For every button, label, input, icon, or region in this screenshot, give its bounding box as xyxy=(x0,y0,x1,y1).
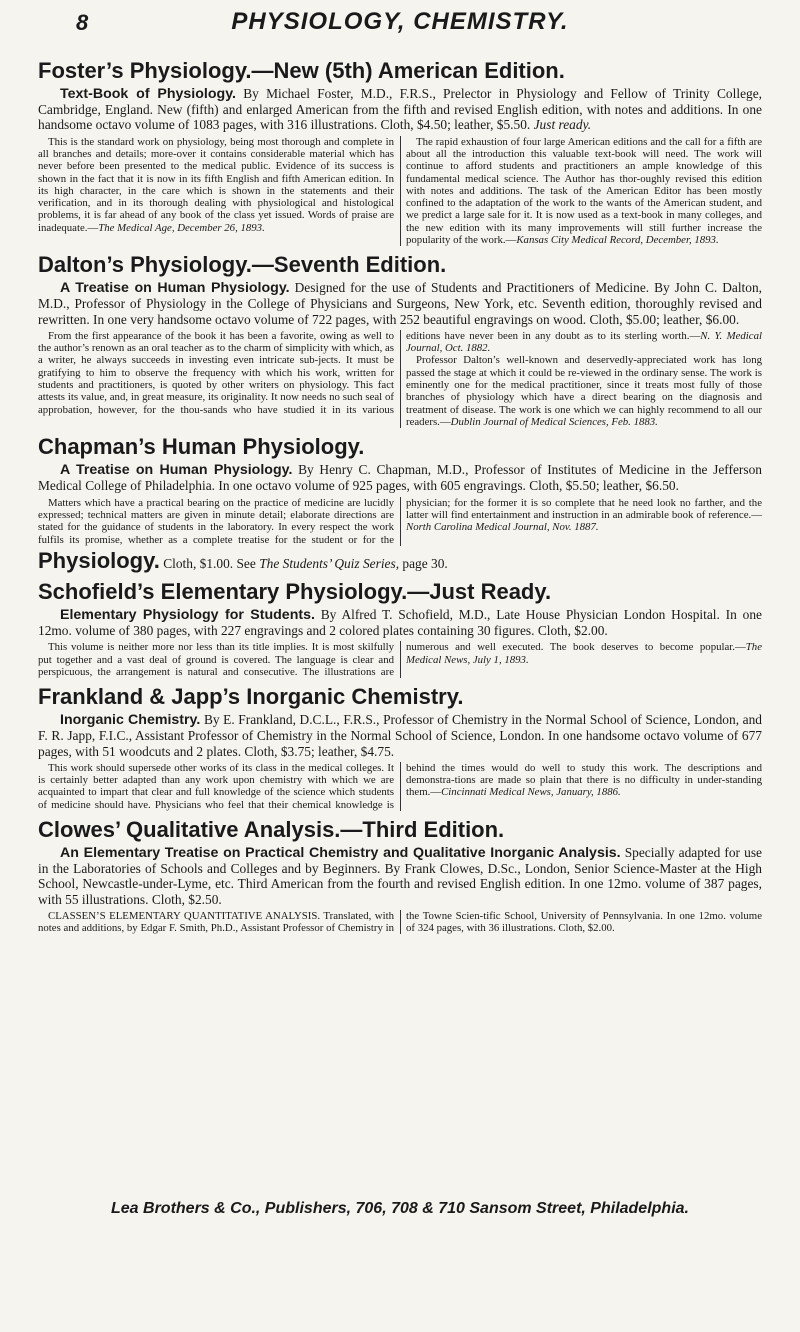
review-columns xyxy=(38,641,762,678)
review-text xyxy=(38,497,762,546)
book-title: A Treatise on Human Physiology. xyxy=(60,462,293,479)
review-body-2: Professor Dalton’s well-known and deservedly-appreciated work has long passed the stage at which it could be re-viewed in the ordinary sense. The work is eminently one for the medical practitioner, since it treats most fully of those branches of physiology which have a direct bearing on the diagnosis and treatment of disease. The work is one which we can highly recommend to all our readers.— xyxy=(406,354,762,428)
book-section xyxy=(38,684,762,811)
review-citation: The Medical Age, December 26, 1893. xyxy=(98,221,265,234)
review-columns xyxy=(38,497,762,546)
book-title: Text-Book of Physiology. xyxy=(60,86,236,102)
book-description xyxy=(38,280,762,327)
review-body: From the first appearance of the book it has been a favorite, owing as well to the author’s renown as an oral teacher as to the charm of simplicity with which, as a writer, he always succeeds in investing even intricate sub-jects. It must be gratifying to him to observe the frequency with which his work, written for students and practitioners, is quoted by other writers on physiology. This fact attests its value, and, in great measure, its originality. It now needs no such seal of approbation, however, for the thou-sands who have studied it in its various editions have never been in any doubt as to its sterling worth.— xyxy=(38,329,701,416)
book-title: A Treatise on Human Physiology. xyxy=(60,280,290,297)
review-columns xyxy=(38,330,762,428)
book-intro: By E. Frankland, D.C.L., F.R.S., Professor of Chemistry in the Normal School of Science, London, and F. R. Japp, F.I.C., Assistant Professor of Chemistry in the Normal School of Science, London. In one handsome octavo volume of 677 pages, with 51 woodcuts and 2 plates. Cloth, $3.75; leather, $4.75. xyxy=(38,712,762,759)
physiology-label: Physiology. xyxy=(38,547,160,573)
book-intro: Specially adapted for use in the Laboratories of Schools and Colleges and by Beginners. By Frank Clowes, D.Sc., London, Senior Science-Master at the High School, Newcastle-under-Lyme, etc. Third American from the fourth and revised English edition. In one 12mo. volume of 387 pages, with 55 illustrations. Cloth, $2.50. xyxy=(38,844,762,907)
review-text-2 xyxy=(406,354,762,428)
page-number: 8 xyxy=(76,10,89,35)
book-title: An Elementary Treatise on Practical Chemistry and Qualitative Inorganic Analysis. xyxy=(60,844,621,861)
book-section xyxy=(38,58,762,246)
review-body: This volume is neither more nor less than its title implies. It is most skilfully put together and a vast deal of ground is covered. The language is clear and perspicuous, the arrangement is natural and consecutive. The illustrations are numerous and well executed. The book deserves to become popular.— xyxy=(38,641,746,678)
section-title: Dalton’s Physiology.—Seventh Edition. xyxy=(38,252,447,278)
review-columns xyxy=(38,136,762,247)
section-title: Schofield’s Elementary Physiology.—Just Ready. xyxy=(38,578,552,604)
book-section xyxy=(38,434,762,546)
review-body: This work should supersede other works of its class in the medical colleges. It is certainly better adapted than any work upon chemistry with which we are acquainted to impart that clear and full knowledge of the science which students of medicine should have. Physicians who feel that their chemical knowledge is behind the times would do well to study this work. The descriptions and demonstra-tions are made so plain that there is no difficulty in under-standing them.— xyxy=(38,761,762,811)
review-text xyxy=(38,910,762,935)
book-description xyxy=(38,86,762,133)
book-title: Inorganic Chemistry. xyxy=(60,712,201,729)
review-citation: N. Y. Medical Journal, Oct. 1882. xyxy=(406,329,762,355)
section-title: Foster’s Physiology.—New (5th) American Edition. xyxy=(38,58,565,83)
review-columns xyxy=(38,762,762,811)
review-text xyxy=(38,641,762,678)
review-columns xyxy=(38,910,762,935)
book-intro: Designed for the use of Students and Practitioners of Medicine. By John C. Dalton, M.D., Professor of Physiology in the College of Physicians and Surgeons, New York, etc. Seventh edition, thoroughly revised and rewritten. In one very handsome octavo volume of 722 pages, with 252 beautiful engravings on wood. Cloth, $5.00; leather, $6.00. xyxy=(38,280,762,327)
section-title: Clowes’ Qualitative Analysis.—Third Edition. xyxy=(38,816,505,842)
physiology-italic: The Students’ Quiz Series, xyxy=(259,555,400,571)
publisher-footer: Lea Brothers & Co., Publishers, 706, 708 & 710 Sansom Street, Philadelphia. xyxy=(111,1200,689,1217)
book-intro: By Alfred T. Schofield, M.D., Late House Physician London Hospital. In one 12mo. volume of 380 pages, with 227 engravings and 2 colored plates containing 30 figures. Cloth, $2.00. xyxy=(38,606,762,639)
review-citation: North Carolina Medical Journal, Nov. 1887. xyxy=(406,521,599,534)
book-title: Elementary Physiology for Students. xyxy=(60,606,315,623)
physiology-tail: page 30. xyxy=(402,555,448,571)
book-description xyxy=(38,462,762,493)
review-text-2 xyxy=(406,136,762,247)
review-text xyxy=(38,136,394,234)
book-intro: By Henry C. Chapman, M.D., Professor of Institutes of Medicine in the Jefferson Medical College of Philadelphia. In one octavo volume of 925 pages, with 605 engravings. Cloth, $5.50; leather, $6.50. xyxy=(38,462,762,494)
book-description xyxy=(38,845,762,907)
book-description xyxy=(38,712,762,759)
review-body: Matters which have a practical bearing on the practice of medicine are lucidly expressed; technical matters are given in minute detail; elaborate directions are stated for the guidance of students in the laboratory. In every respect the work fulfils its promise, whether as a complete treatise for the student or for the physician; for the former it is so complete that he need look no farther, and the latter will find entertainment and instruction in an admirable book of reference.— xyxy=(38,496,762,546)
review-citation-2: Dublin Journal of Medical Sciences, Feb. 1883. xyxy=(450,415,658,428)
physiology-text: Cloth, $1.00. See xyxy=(163,555,256,571)
book-section xyxy=(38,252,762,428)
physiology-quiz-line xyxy=(38,547,762,573)
section-title: Frankland & Japp’s Inorganic Chemistry. xyxy=(38,684,464,710)
review-body: This is the standard work on physiology, being most thorough and complete in all branches and details; more-over it contains considerable material which has never before been presented to the medical public. Evidence of its success is shown in the fact that it is now in its fifth English and fifth American edition. In its high character, in the care which is shown in the statements and their verification, and in its thorough dealing with physiological and histological problems, it is far ahead of any book of the class yet issued. Words of praise are inadequate.— xyxy=(38,135,394,234)
book-intro: By Michael Foster, M.D., F.R.S., Prelector in Physiology and Fellow of Trinity College, Cambridge, England. New (fifth) and enlarged American from the fifth and revised English edition, with notes and additions. In one handsome octavo volume of 1083 pages, with 316 illustrations. Cloth, $4.50; leather, $5.50. xyxy=(38,86,762,133)
review-body: CLASSEN’S ELEMENTARY QUANTITATIVE ANALYSIS. Translated, with notes and additions, by Edgar F. Smith, Ph.D., Assistant Professor of Chemistry in the Towne Scien-tific School, University of Pennsylvania. In one 12mo. volume of 324 pages, with 36 illustrations. Cloth, $2.00. xyxy=(38,909,762,935)
section-title: Chapman’s Human Physiology. xyxy=(38,434,365,460)
intro-tail: Just ready. xyxy=(533,117,592,133)
review-citation: Cincinnati Medical News, January, 1886. xyxy=(441,786,621,799)
review-body-2: The rapid exhaustion of four large American editions and the call for a fifth are about all the introduction this valuable text-book will need. The work will continue to afford students and practitioners an ample knowledge of this fundamental medical science. The Author has thor-oughly revised this edition with notes and additions. The task of the American Editor has been mostly confined to the adaptation of the work to the wants of the American student, and we predict a large sale for it. It is now used as a text-book in many colleges, and the new edition with its many improvements will still further increase the popularity of the work.— xyxy=(406,135,762,246)
review-citation: The Medical News, July 1, 1893. xyxy=(406,641,762,666)
book-section xyxy=(38,817,762,934)
book-section xyxy=(38,579,762,678)
review-text xyxy=(38,762,762,811)
book-description xyxy=(38,607,762,638)
review-citation-2: Kansas City Medical Record, December, 1893. xyxy=(516,233,719,246)
page-header xyxy=(38,0,762,52)
running-head: PHYSIOLOGY, CHEMISTRY. xyxy=(231,8,569,35)
